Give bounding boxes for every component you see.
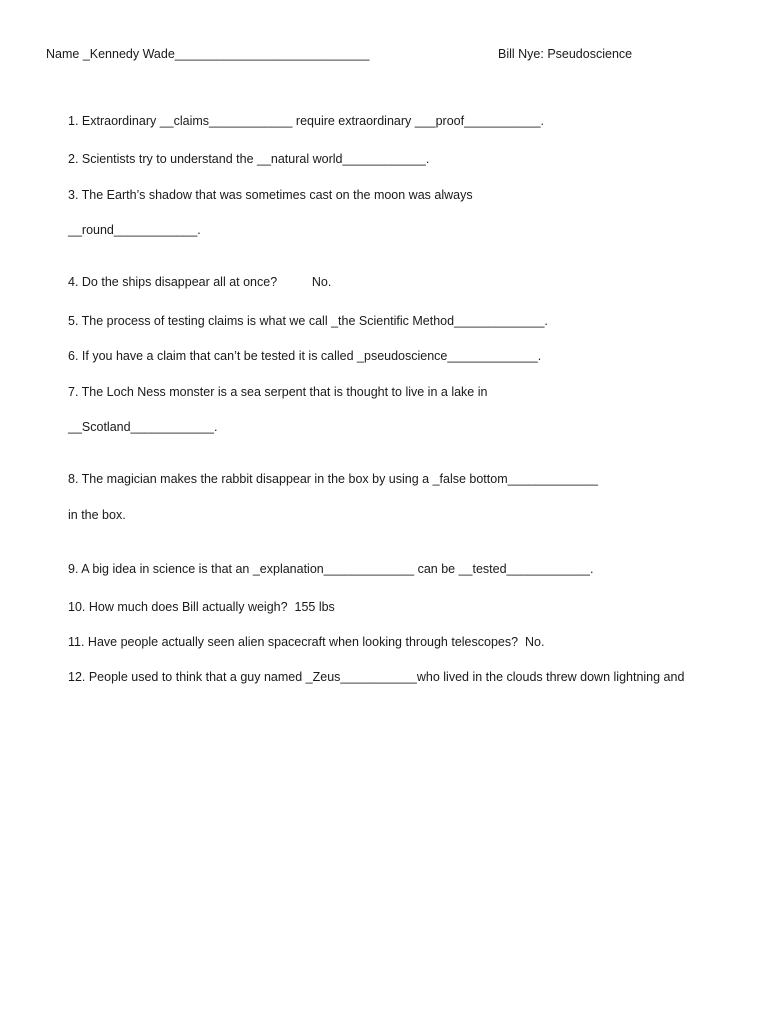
question-3: 3. The Earth’s shadow that was sometimes cast on the moon was always (68, 188, 473, 202)
question-11: 11. Have people actually seen alien spacecraft when looking through telescopes? No. (68, 635, 545, 649)
question-2: 2. Scientists try to understand the __natural world____________. (68, 152, 430, 166)
question-10: 10. How much does Bill actually weigh? 155 lbs (68, 600, 335, 614)
question-8: 8. The magician makes the rabbit disappear in the box by using a _false bottom_____________ (68, 472, 598, 486)
question-5: 5. The process of testing claims is what we call _the Scientific Method_____________. (68, 314, 548, 328)
question-7-answer: __Scotland____________. (68, 420, 218, 434)
question-7: 7. The Loch Ness monster is a sea serpent that is thought to live in a lake in (68, 385, 488, 399)
question-4: 4. Do the ships disappear all at once? No. (68, 275, 332, 289)
student-name-line: Name _Kennedy Wade____________________________ (46, 47, 370, 61)
question-6: 6. If you have a claim that can’t be tested it is called _pseudoscience_____________. (68, 349, 542, 363)
question-12: 12. People used to think that a guy named _Zeus___________who lived in the clouds threw down lightning and (68, 670, 685, 684)
question-8-continuation: in the box. (68, 508, 126, 522)
question-3-answer: __round____________. (68, 223, 201, 237)
worksheet-title: Bill Nye: Pseudoscience (498, 47, 633, 61)
question-1: 1. Extraordinary __claims____________ require extraordinary ___proof___________. (68, 114, 545, 128)
question-9: 9. A big idea in science is that an _explanation_____________ can be __tested____________. (68, 562, 594, 576)
